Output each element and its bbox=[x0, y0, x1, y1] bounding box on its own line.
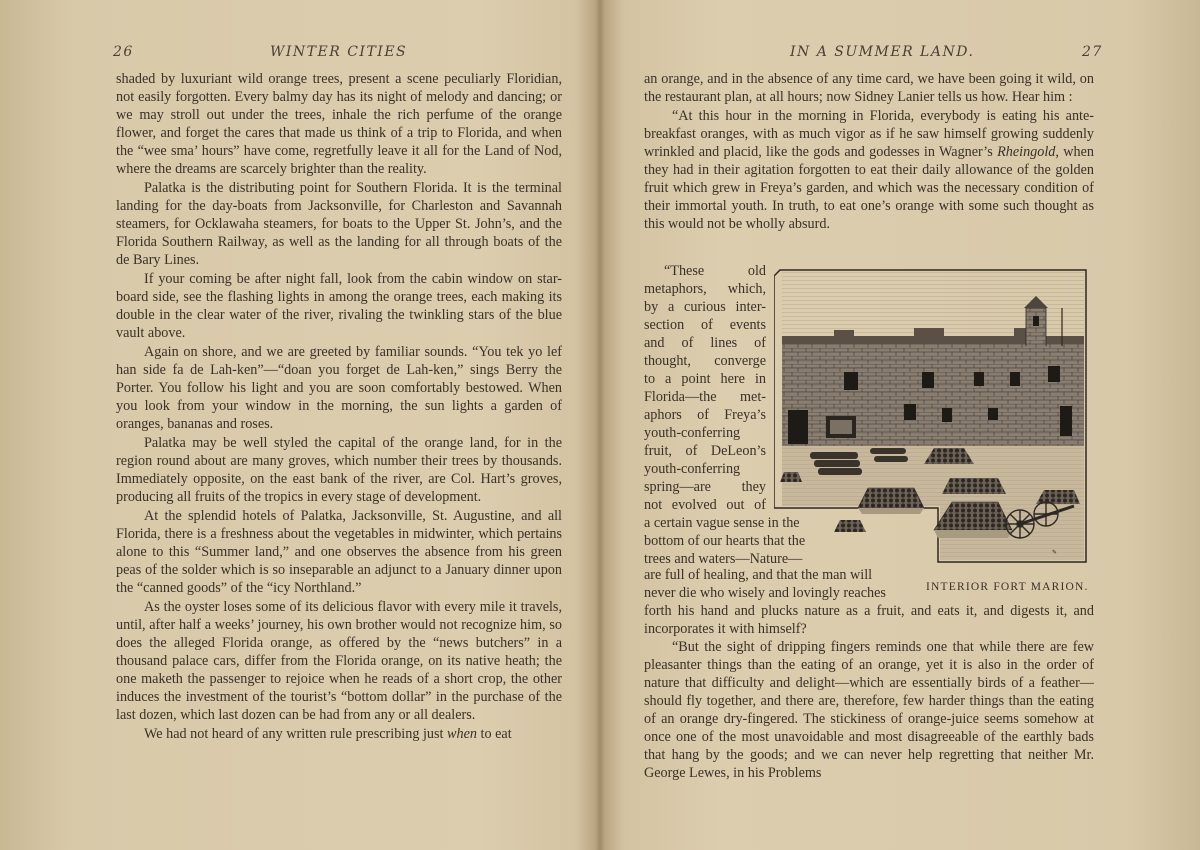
text-line: “These old bbox=[664, 263, 766, 279]
right-page bbox=[600, 0, 1200, 850]
paragraph: As the oyster loses some of its delicious flavor with every mile it travels, until, after half a weeks’ journey, his own brother would not recognize him, so does the alleged Florida orange, as offered by the “news butchers” in a thousand palace cars, differ from the Florida orange, on its native heath; the one maketh the passenger to rejoice when he reads of a short crop, the other induces the investment of the tourist’s “bottom dollar” in the purchase of the last dozen, which last dozen can be had from any or all dealers. bbox=[116, 599, 562, 723]
body-text bbox=[116, 70, 562, 743]
running-head: WINTER CITIES bbox=[270, 44, 408, 60]
italic-text: when bbox=[447, 726, 477, 742]
paragraph bbox=[116, 725, 562, 743]
paragraph bbox=[644, 107, 1094, 233]
text-line: youth-conferring bbox=[644, 425, 741, 441]
text-line: fruit, of DeLeon’s bbox=[644, 443, 766, 459]
paragraph: forth his hand and plucks nature as a fruit, and eats it, and digests it, and incorporates it with himself? bbox=[644, 603, 1094, 637]
text-line: Florida—the met- bbox=[644, 389, 766, 405]
fort-marion-engraving bbox=[774, 268, 1092, 576]
text-line: aphors of Freya’s bbox=[644, 407, 766, 423]
text-line-short: are full of healing, and that the man will bbox=[644, 567, 873, 583]
wrapped-text-column bbox=[644, 262, 766, 514]
paragraph: At the splendid hotels of Palatka, Jacksonville, St. Augustine, and all Florida, there is a freshness about the vegetables in midwinter, which pertains alone to this “Summer land,” and one observes the absence from his green peas of the solder which is so inseparable an adjunct to a January dinner upon the “canned goods” of the “icy Northland.” bbox=[116, 508, 562, 596]
text-line: spring—are they bbox=[644, 479, 766, 495]
running-head: IN A SUMMER LAND. bbox=[790, 44, 975, 60]
text-line-short: never die who wisely and lovingly reaches bbox=[644, 585, 886, 601]
text-line: not evolved out of bbox=[644, 497, 766, 513]
italic-text: Rheingold, bbox=[997, 144, 1059, 160]
text-line: by a curious inter- bbox=[644, 299, 766, 315]
paragraph: an orange, and in the absence of any time card, we have been going it wild, on the restaurant plan, at all hours; now Sidney Lanier tells us how. Hear him : bbox=[644, 71, 1094, 105]
paragraph: Again on shore, and we are greeted by familiar sounds. “You tek yo lef han side fa de Lah-ken”—“doan you forget de Lah-ken,” sings Berry the Porter. You follow his light and you are soon comfortably bestowed. When you look from your window in the morning, the sun lights a garden of oranges, bananas and roses. bbox=[116, 344, 562, 432]
body-text bbox=[644, 70, 1094, 233]
text-line: section of events bbox=[644, 317, 766, 333]
page-number: 27 bbox=[1082, 44, 1103, 60]
text-line: metaphors, which, bbox=[644, 281, 766, 297]
text-run: “At this hour in the morning in Florida, everybody is eating his ante-breakfast oranges, with as much vigor as if he saw himself growing suddenly wrinkled and placid, like the gods and godesses in Wagner’s bbox=[644, 108, 1094, 160]
paragraph: Palatka is the distributing point for Southern Florida. It is the terminal landing for the day-boats from Jacksonville, for Charleston and Savannah steamers, for Ocklawaha steamers, for boats to the Upper St. John’s, and the Florida Southern Railway, as well as the landing for all through boats of the de Bary Lines. bbox=[116, 180, 562, 268]
text-line: thought, converge bbox=[644, 353, 766, 369]
figure-caption: INTERIOR FORT MARION. bbox=[926, 581, 1089, 593]
paragraph: If your coming be after night fall, look from the cabin window on star-board side, see the flashing lights in among the orange trees, each making its double in the clear water of the river, rivaling the twinkling stars of the blue vault above. bbox=[116, 271, 562, 341]
text-run: We had not heard of any written rule prescribing just bbox=[144, 726, 448, 742]
paragraph: “But the sight of dripping fingers reminds one that while there are few pleasanter things than the eating of an orange, yet it is also in the order of nature that difficulty and delight—which are essentially birds of a feather—should fly together, and there are, therefore, few harder things than the eating of an orange dry-fingered. The stickiness of orange-juice seems somehow at once one of the most unavoidable and most disagreeable of the earthly bads that hang by the goods; and we can never help regretting that neither Mr. George Lewes, in his Problems bbox=[644, 639, 1094, 781]
text-line: youth-conferring bbox=[644, 461, 741, 477]
paragraph: Palatka may be well styled the capital of the orange land, for in the region round about are many groves, which number their trees by thousands. Immediately opposite, on the east bank of the river, are Col. Hart’s groves, producing all fruits of the tropics in every stage of development. bbox=[116, 435, 562, 505]
text-line: bottom of our hearts that the bbox=[644, 533, 806, 549]
text-line: a certain vague sense in the bbox=[644, 515, 800, 531]
engraver-signature: ✎ bbox=[1052, 549, 1058, 556]
text-line: trees and waters—Nature— bbox=[644, 551, 803, 567]
text-line: and of lines of bbox=[644, 335, 766, 351]
text-line: to a point here in bbox=[644, 371, 766, 387]
text-run: to eat bbox=[476, 726, 512, 742]
text-run: when they had in their agitation forgotten to eat their daily allowance of the golden fruit which grew in Freya’s garden, and which was the necessary condition of their immortal youth. In truth, to eat one’s orange with some such thought as this would not be wholly absurd. bbox=[644, 144, 1094, 232]
page-number: 26 bbox=[113, 44, 134, 60]
body-text-lower bbox=[644, 566, 1094, 782]
paragraph: shaded by luxuriant wild orange trees, present a scene peculiarly Floridian, not easily forgotten. Every balmy day has its night of melody and dancing; or we may stroll out under the trees, inhale the rich perfume of the orange flower, and forget the cares that made us think of a trip to Florida, and when the “wee sma’ hours” have come, regretfully leave it all for the Land of Nod, where the dreams are scarcely brighter than the reality. bbox=[116, 71, 562, 177]
